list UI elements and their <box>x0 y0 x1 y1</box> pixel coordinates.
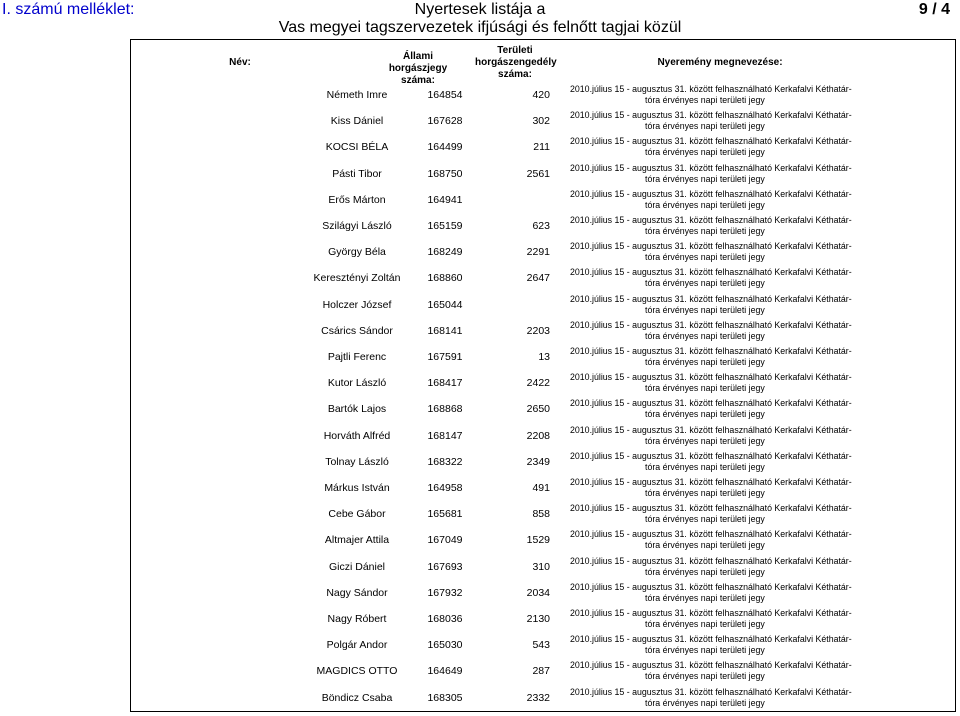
prize-description <box>570 319 852 342</box>
winner-name: Böndicz Csaba <box>321 691 393 704</box>
winner-name: Erős Márton <box>328 193 386 206</box>
regional-license-number: 2561 <box>526 167 550 180</box>
table-row <box>130 582 956 608</box>
prize-line-2: tóra érvényes napi területi jegy <box>645 226 765 236</box>
prize-line-1: 2010.július 15 - augusztus 31. között felhasználható Kerkafalvi Kéthatár- <box>570 555 852 566</box>
column-header-name: Név: <box>229 57 251 68</box>
regional-license-number: 491 <box>532 482 550 494</box>
prize-line-1: 2010.július 15 - augusztus 31. között felhasználható Kerkafalvi Kéthatár- <box>570 398 852 409</box>
state-license-number: 164649 <box>427 665 463 678</box>
prize-line-1: 2010.július 15 - augusztus 31. között felhasználható Kerkafalvi Kéthatár- <box>570 319 852 330</box>
regional-license-number: 2332 <box>526 691 550 704</box>
table-row <box>130 529 956 555</box>
prize-description <box>570 110 852 132</box>
prize-line-1: 2010.július 15 - augusztus 31. között felhasználható Kerkafalvi Kéthatár- <box>570 162 852 173</box>
winner-name: Horváth Alfréd <box>323 429 391 442</box>
prize-line-2: tóra érvényes napi területi jegy <box>645 592 765 603</box>
prize-line-1: 2010.július 15 - augusztus 31. között felhasználható Kerkafalvi Kéthatár- <box>570 686 852 697</box>
prize-line-2: tóra érvényes napi területi jegy <box>645 383 765 394</box>
prize-line-1: 2010.július 15 - augusztus 31. között felhasználható Kerkafalvi Kéthatár- <box>570 136 852 147</box>
winner-name: Cebe Gábor <box>328 508 386 521</box>
state-license-number: 167049 <box>427 534 463 547</box>
document-subtitle: Vas megyei tagszervezetek ifjúsági és felnőtt tagjai közül <box>278 19 682 36</box>
prize-line-1: 2010.július 15 - augusztus 31. között felhasználható Kerkafalvi Kéthatár- <box>570 293 852 304</box>
prize-line-2: tóra érvényes napi területi jegy <box>645 514 765 525</box>
prize-line-1: 2010.július 15 - augusztus 31. között felhasználható Kerkafalvi Kéthatár- <box>570 215 852 225</box>
prize-line-1: 2010.július 15 - augusztus 31. között felhasználható Kerkafalvi Kéthatár- <box>570 372 852 383</box>
table-row <box>130 84 956 110</box>
regional-license-number: 287 <box>532 665 550 678</box>
table-row <box>130 294 956 320</box>
winner-name: Tolnay László <box>325 455 389 468</box>
prize-description <box>570 346 852 368</box>
prize-line-1: 2010.július 15 - augusztus 31. között felhasználható Kerkafalvi Kéthatár- <box>570 608 852 618</box>
prize-description <box>570 608 852 630</box>
winner-name: György Béla <box>328 246 386 259</box>
state-license-number: 164941 <box>427 193 463 206</box>
prize-line-2: tóra érvényes napi területi jegy <box>645 461 765 472</box>
state-license-number: 167628 <box>427 115 463 128</box>
state-license-number: 165030 <box>427 639 463 652</box>
prize-description <box>570 424 852 447</box>
regional-license-number: 2208 <box>526 429 550 442</box>
prize-line-2: tóra érvényes napi területi jegy <box>645 671 765 682</box>
table-row <box>130 372 956 398</box>
prize-line-1: 2010.július 15 - augusztus 31. között felhasználható Kerkafalvi Kéthatár- <box>570 581 852 592</box>
prize-description <box>570 398 852 420</box>
state-license-number: 168417 <box>427 377 463 390</box>
winner-name: Nagy Róbert <box>327 613 387 625</box>
state-license-number: 167693 <box>427 560 463 573</box>
prize-line-2: tóra érvényes napi területi jegy <box>645 199 765 210</box>
prize-description <box>570 241 852 263</box>
prize-line-2: tóra érvényes napi területi jegy <box>645 540 765 551</box>
state-license-number: 168305 <box>427 691 463 704</box>
table-row <box>130 346 956 372</box>
winner-name: Giczi Dániel <box>328 560 386 573</box>
prize-line-1: 2010.július 15 - augusztus 31. között felhasználható Kerkafalvi Kéthatár- <box>570 660 852 671</box>
winner-name: Németh Imre <box>326 89 388 101</box>
state-license-number: 168036 <box>427 613 463 625</box>
table-row <box>130 425 956 451</box>
winner-name: Csárics Sándor <box>321 324 393 337</box>
table-row <box>130 163 956 189</box>
table-row <box>130 660 956 686</box>
prize-line-2: tóra érvényes napi területi jegy <box>645 435 765 446</box>
regional-license-number: 2647 <box>526 272 550 285</box>
winner-name: Kutor László <box>327 377 387 390</box>
regional-license-number: 2422 <box>526 377 550 390</box>
page-number: 9 / 4 <box>918 1 950 18</box>
table-row <box>130 136 956 162</box>
prize-line-1: 2010.július 15 - augusztus 31. között felhasználható Kerkafalvi Kéthatár- <box>570 503 852 514</box>
table-row <box>130 215 956 241</box>
prize-line-1: 2010.július 15 - augusztus 31. között felhasználható Kerkafalvi Kéthatár- <box>570 84 852 94</box>
regional-license-number: 2034 <box>526 586 550 599</box>
prize-description <box>570 503 852 525</box>
table-row <box>130 503 956 529</box>
regional-license-number: 2650 <box>526 403 550 416</box>
prize-line-1: 2010.július 15 - augusztus 31. között felhasználható Kerkafalvi Kéthatár- <box>570 346 852 356</box>
prize-description <box>570 450 852 473</box>
prize-line-2: tóra érvényes napi területi jegy <box>645 619 765 629</box>
regional-license-number: 2349 <box>526 455 550 468</box>
prize-line-1: 2010.július 15 - augusztus 31. között felhasználható Kerkafalvi Kéthatár- <box>570 110 852 121</box>
table-row <box>130 477 956 503</box>
prize-line-2: tóra érvényes napi területi jegy <box>645 304 765 315</box>
prize-line-1: 2010.július 15 - augusztus 31. között felhasználható Kerkafalvi Kéthatár- <box>570 477 852 487</box>
regional-license-number: 543 <box>532 639 550 652</box>
winner-name: Szilágyi László <box>322 220 392 232</box>
state-license-number: 168868 <box>427 403 463 416</box>
regional-license-number: 2291 <box>526 246 550 259</box>
winner-name: Bartók Lajos <box>327 403 387 416</box>
winner-name: KOCSI BÉLA <box>325 141 389 154</box>
prize-line-1: 2010.július 15 - augusztus 31. között felhasználható Kerkafalvi Kéthatár- <box>570 188 852 199</box>
state-license-number: 168147 <box>427 429 463 442</box>
prize-line-2: tóra érvényes napi területi jegy <box>645 252 765 263</box>
state-license-number: 168322 <box>427 455 463 468</box>
prize-line-2: tóra érvényes napi területi jegy <box>645 697 765 708</box>
table-row <box>130 556 956 582</box>
winner-name: Pásti Tibor <box>332 167 382 180</box>
regional-license-number: 2130 <box>526 613 550 625</box>
prize-description <box>570 555 852 578</box>
state-license-number: 165681 <box>427 508 463 521</box>
table-row <box>130 241 956 267</box>
table-row <box>130 110 956 136</box>
regional-license-number: 13 <box>538 351 550 363</box>
table-row <box>130 451 956 477</box>
prize-line-2: tóra érvényes napi területi jegy <box>645 488 765 498</box>
prize-description <box>570 188 852 211</box>
prize-description <box>570 293 852 316</box>
table-row <box>130 634 956 660</box>
table-row <box>130 320 956 346</box>
table-row <box>130 608 956 634</box>
regional-license-number: 211 <box>533 141 550 154</box>
annex-label: I. számú melléklet: <box>2 1 135 18</box>
column-header-prize: Nyeremény megnevezése: <box>657 57 783 68</box>
state-license-number: 168750 <box>427 167 463 180</box>
prize-line-1: 2010.július 15 - augusztus 31. között felhasználható Kerkafalvi Kéthatár- <box>570 529 852 540</box>
column-header-regional-license: Területi horgászengedély száma: <box>475 45 557 80</box>
prize-description <box>570 267 852 289</box>
prize-line-2: tóra érvényes napi területi jegy <box>645 409 765 420</box>
state-license-number: 168141 <box>427 324 463 337</box>
prize-line-2: tóra érvényes napi területi jegy <box>645 95 765 105</box>
prize-line-1: 2010.július 15 - augusztus 31. között felhasználható Kerkafalvi Kéthatár- <box>570 450 852 461</box>
prize-line-2: tóra érvényes napi területi jegy <box>645 645 765 656</box>
state-license-number: 168249 <box>427 246 463 259</box>
regional-license-number: 858 <box>532 508 550 521</box>
state-license-number: 168860 <box>427 272 463 285</box>
winner-name: Pajtli Ferenc <box>327 351 387 363</box>
prize-line-1: 2010.július 15 - augusztus 31. között felhasználható Kerkafalvi Kéthatár- <box>570 424 852 435</box>
regional-license-number: 1529 <box>526 534 550 547</box>
prize-line-2: tóra érvényes napi területi jegy <box>645 278 765 289</box>
winner-name: Holczer József <box>322 298 392 311</box>
prize-line-2: tóra érvényes napi területi jegy <box>645 121 765 132</box>
column-header-state-license: Állami horgászjegy száma: <box>388 51 448 86</box>
regional-license-number: 310 <box>532 560 550 573</box>
winner-name: Keresztényi Zoltán <box>313 272 401 285</box>
winner-name: Kiss Dániel <box>330 115 384 128</box>
prize-description <box>570 634 852 656</box>
prize-description <box>570 529 852 551</box>
winner-name: Altmajer Attila <box>324 534 390 547</box>
state-license-number: 165044 <box>427 298 463 311</box>
prize-description <box>570 581 852 604</box>
regional-license-number: 623 <box>532 220 550 232</box>
prize-line-1: 2010.július 15 - augusztus 31. között felhasználható Kerkafalvi Kéthatár- <box>570 634 852 645</box>
state-license-number: 165159 <box>427 220 463 232</box>
winner-name: Nagy Sándor <box>326 586 388 599</box>
state-license-number: 164854 <box>427 89 463 101</box>
table-row <box>130 687 956 713</box>
prize-description <box>570 215 852 237</box>
prize-line-2: tóra érvényes napi területi jegy <box>645 357 765 367</box>
prize-description <box>570 84 852 106</box>
table-row <box>130 267 956 293</box>
winner-name: Polgár Andor <box>326 639 388 652</box>
regional-license-number: 2203 <box>526 324 550 337</box>
prize-description <box>570 162 852 185</box>
regional-license-number: 302 <box>532 115 550 128</box>
document-title: Nyertesek listája a <box>414 1 546 18</box>
state-license-number: 167932 <box>427 586 463 599</box>
prize-line-2: tóra érvényes napi területi jegy <box>645 173 765 184</box>
regional-license-number: 420 <box>532 89 550 101</box>
table-row <box>130 189 956 215</box>
prize-description <box>570 372 852 394</box>
state-license-number: 167591 <box>427 351 463 363</box>
prize-description <box>570 686 852 709</box>
table-row <box>130 398 956 424</box>
prize-line-2: tóra érvényes napi területi jegy <box>645 566 765 577</box>
state-license-number: 164499 <box>427 141 463 154</box>
prize-line-1: 2010.július 15 - augusztus 31. között felhasználható Kerkafalvi Kéthatár- <box>570 241 852 252</box>
winner-name: MAGDICS OTTO <box>316 665 398 678</box>
prize-description <box>570 477 852 499</box>
prize-line-1: 2010.július 15 - augusztus 31. között felhasználható Kerkafalvi Kéthatár- <box>570 267 852 278</box>
winner-name: Márkus István <box>324 482 390 494</box>
prize-line-2: tóra érvényes napi területi jegy <box>645 330 765 341</box>
state-license-number: 164958 <box>427 482 463 494</box>
prize-description <box>570 660 852 682</box>
prize-description <box>570 136 852 158</box>
prize-line-2: tóra érvényes napi területi jegy <box>645 147 765 158</box>
